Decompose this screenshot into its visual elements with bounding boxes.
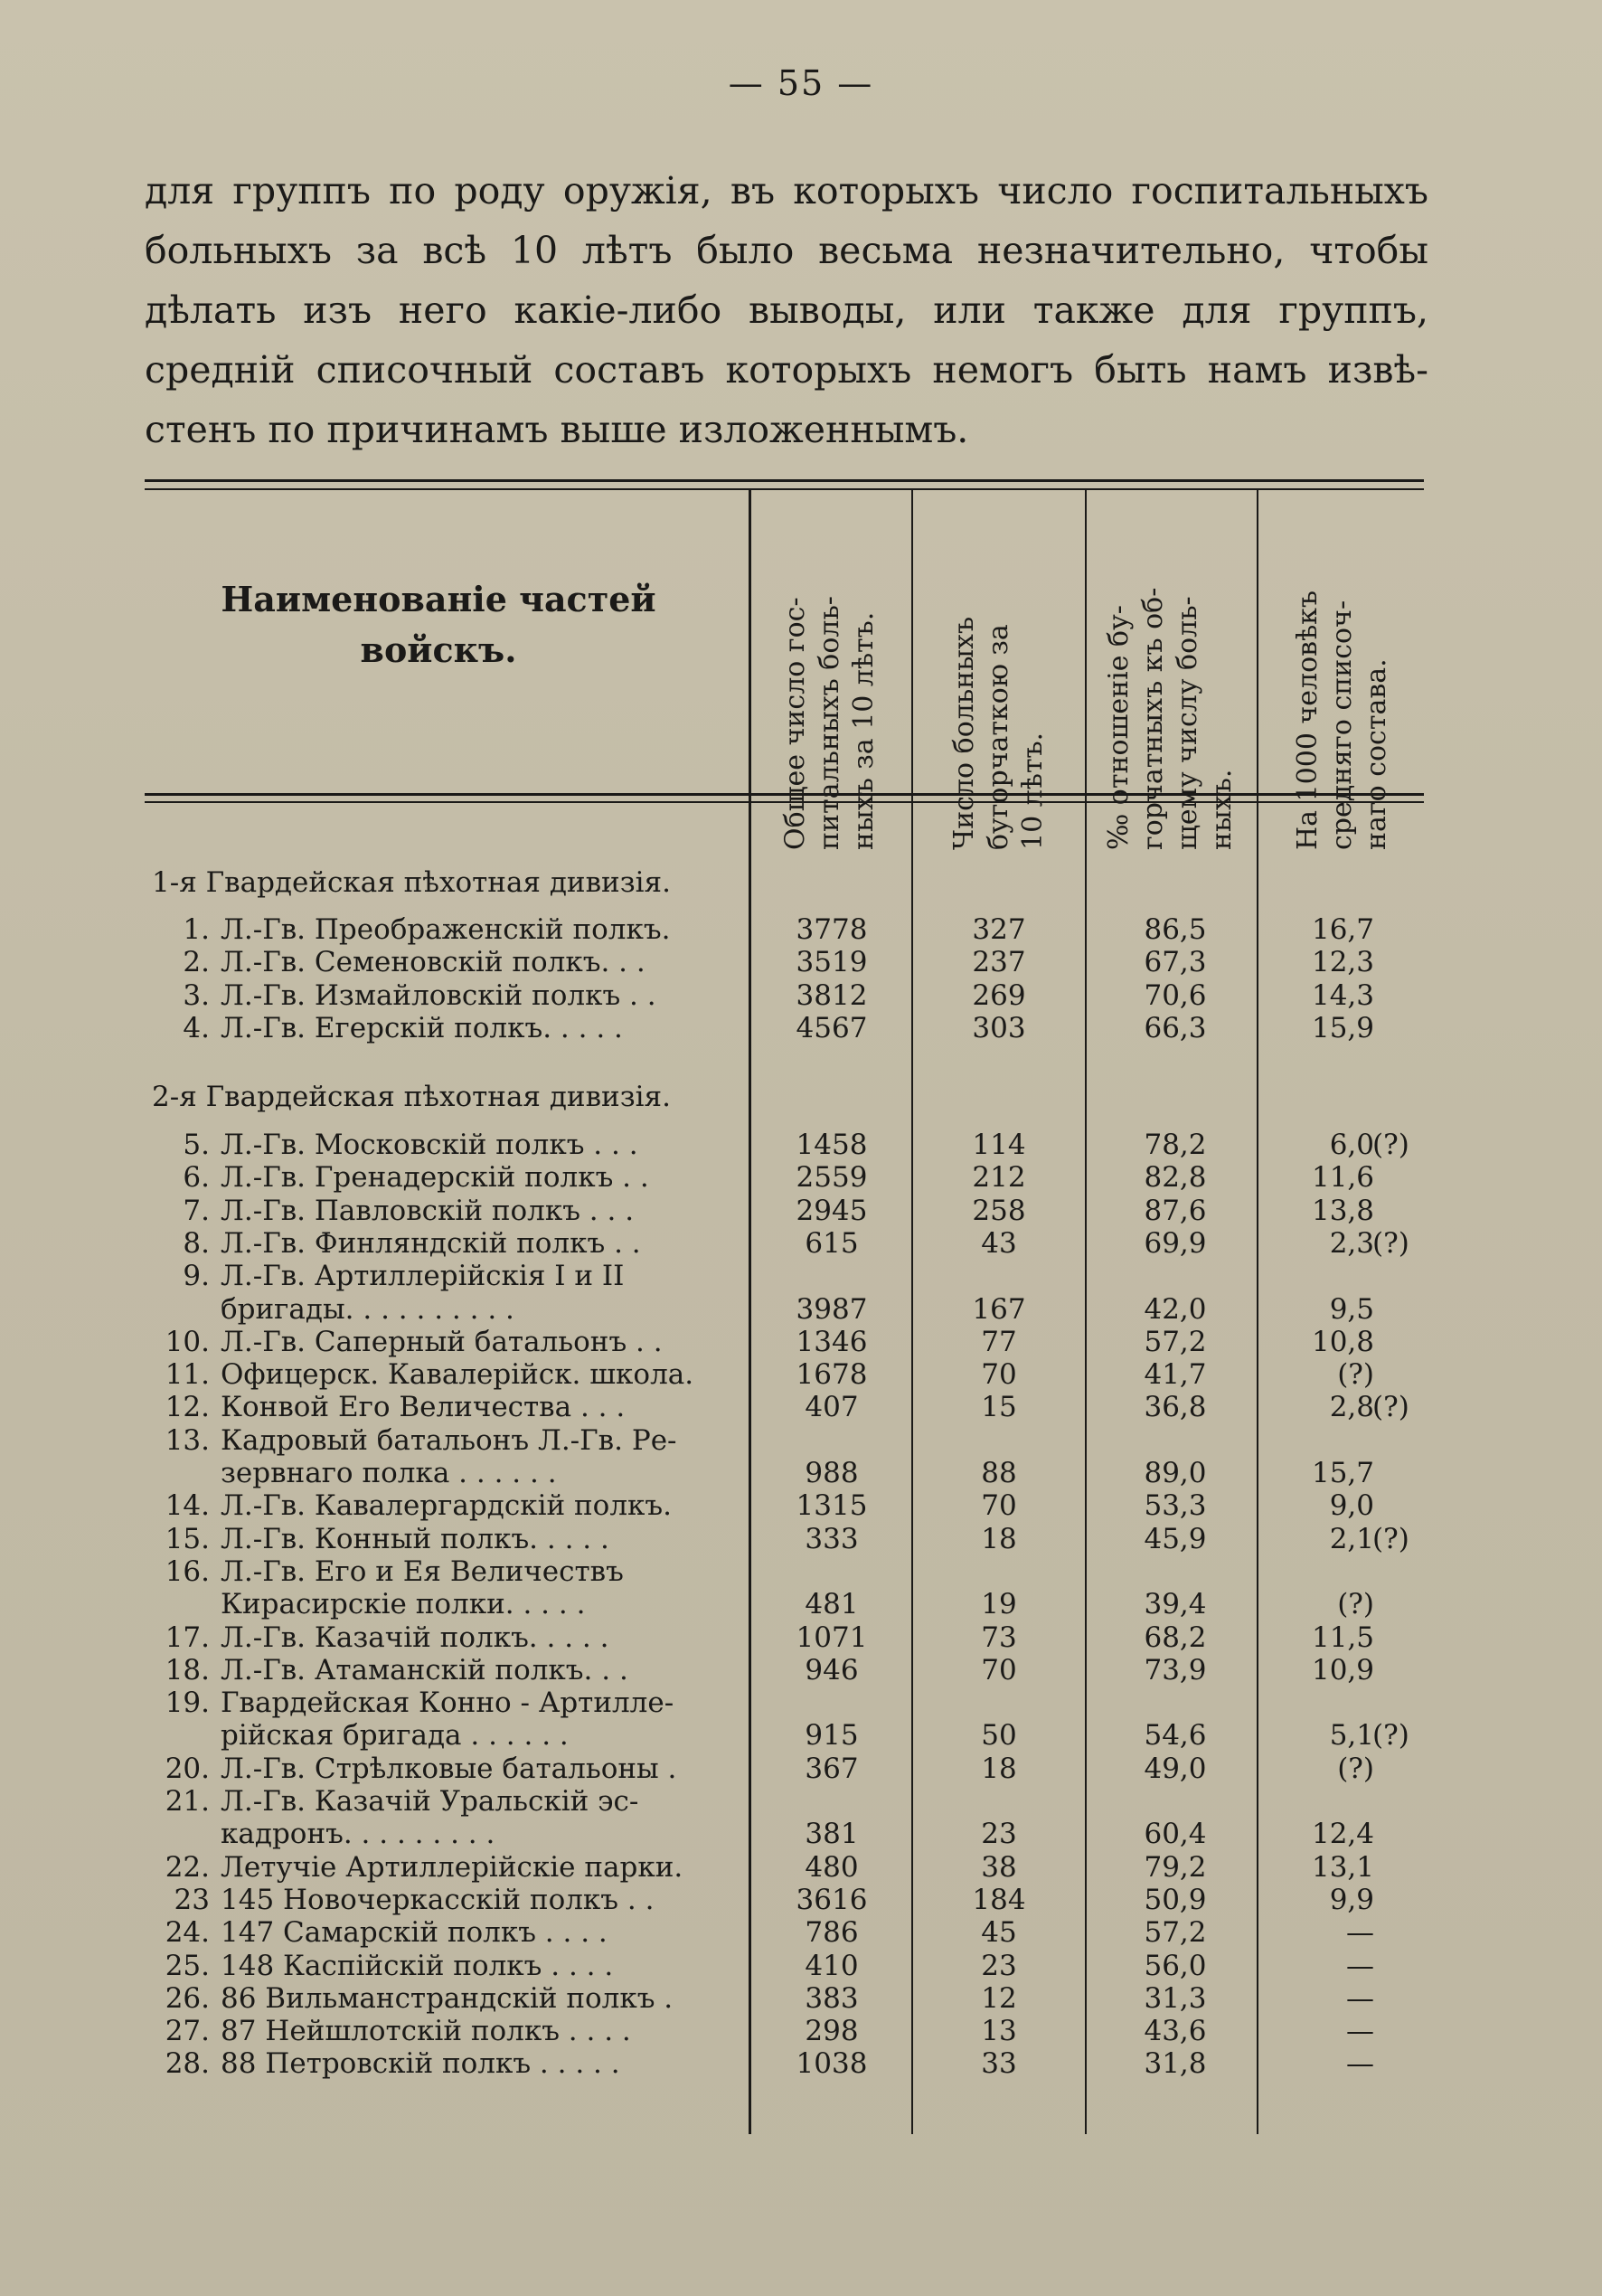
uncertain-mark: (?) <box>1372 1226 1409 1260</box>
per-thousand-cell: — <box>1346 2047 1374 2081</box>
unit-name: 145 Новочеркасскій полкъ . . <box>221 1883 655 1916</box>
tuberculosis-cell: 269 <box>972 978 1026 1012</box>
per-thousand-cell: 16,7 <box>1311 913 1374 946</box>
row-number: 18. <box>165 1653 210 1687</box>
column-divider <box>1085 490 1087 2134</box>
row-number: 5. <box>183 1129 210 1161</box>
permille-cell: 79,2 <box>1144 1850 1207 1884</box>
header-line: горчатныхъ къ об- <box>1137 587 1169 850</box>
per-thousand-cell: 10,9 <box>1311 1653 1374 1687</box>
tuberculosis-cell: 38 <box>981 1850 1017 1884</box>
row-number: 13. <box>165 1423 210 1457</box>
header-total-patients <box>776 443 884 850</box>
unit-name: Офицерск. Кавалерійск. школа. <box>221 1358 694 1392</box>
per-thousand-cell: 12,3 <box>1311 946 1374 979</box>
tuberculosis-cell: 73 <box>981 1620 1017 1654</box>
unit-name: зервнаго полка . . . . . . <box>221 1457 557 1489</box>
unit-name: Л.-Гв. Его и Ея Величествъ <box>221 1554 624 1588</box>
tuberculosis-cell: 23 <box>981 1949 1017 1982</box>
permille-cell: 86,5 <box>1144 913 1207 946</box>
tuberculosis-cell: 70 <box>981 1653 1017 1687</box>
total-patients-cell: 946 <box>805 1653 859 1687</box>
permille-cell: 39,4 <box>1144 1588 1207 1621</box>
unit-name: Л.-Гв. Саперный батальонъ . . <box>221 1325 663 1358</box>
total-patients-cell: 1071 <box>796 1620 868 1654</box>
row-number: 4. <box>183 1011 210 1044</box>
per-thousand-cell: 9,5 <box>1329 1292 1374 1326</box>
tuberculosis-cell: 12 <box>981 1981 1017 2015</box>
uncertain-mark: (?) <box>1372 1522 1409 1555</box>
row-number: 28. <box>165 2047 210 2081</box>
total-patients-cell: 2559 <box>796 1161 868 1195</box>
total-patients-cell: 3812 <box>796 978 868 1012</box>
header-line: ‰ отношеніе бу- <box>1103 605 1135 850</box>
row-name-continuation <box>145 1293 723 1326</box>
permille-cell: 78,2 <box>1144 1129 1207 1161</box>
tuberculosis-cell: 327 <box>972 913 1026 946</box>
uncertain-mark: (?) <box>1372 1391 1409 1424</box>
header-line: ныхъ. <box>1206 769 1238 850</box>
row-number: 2. <box>183 946 210 979</box>
per-thousand-cell: 15,9 <box>1311 1011 1374 1044</box>
tuberculosis-cell: 88 <box>981 1457 1017 1489</box>
tuberculosis-cell: 303 <box>972 1011 1026 1044</box>
header-tuberculosis-patients <box>945 443 1053 850</box>
tuberculosis-cell: 70 <box>981 1489 1017 1523</box>
tuberculosis-cell: 33 <box>981 2047 1017 2081</box>
tuberculosis-cell: 19 <box>981 1588 1017 1621</box>
total-patients-cell: 298 <box>805 2015 859 2048</box>
unit-name: Л.-Гв. Конный полкъ. . . . . <box>221 1522 609 1555</box>
unit-name: Конвой Его Величества . . . <box>221 1391 626 1424</box>
row-name <box>145 1326 723 1358</box>
per-thousand-cell: (?) <box>1337 1358 1374 1392</box>
row-number: 22. <box>165 1850 210 1884</box>
total-patients-cell: 1038 <box>796 2047 868 2081</box>
unit-name: Л.-Гв. Казачій полкъ. . . . . <box>221 1620 609 1654</box>
total-patients-cell: 3778 <box>796 913 868 946</box>
per-thousand-cell: 6,0 <box>1329 1129 1374 1161</box>
unit-name: Л.-Гв. Семеновскій полкъ. . . <box>221 946 646 979</box>
row-name <box>145 1916 723 1949</box>
unit-name: 88 Петровскій полкъ . . . . . <box>221 2047 620 2081</box>
row-name-continuation <box>145 1457 723 1489</box>
per-thousand-cell: 2,3 <box>1329 1226 1374 1260</box>
unit-name: 87 Нейшлотскій полкъ . . . . <box>221 2015 631 2048</box>
row-number: 16. <box>165 1554 210 1588</box>
per-thousand-cell: — <box>1346 1949 1374 1982</box>
total-patients-cell: 3616 <box>796 1883 868 1916</box>
row-name <box>145 1982 723 2015</box>
per-thousand-cell: — <box>1346 1916 1374 1950</box>
unit-name: Л.-Гв. Атаманскій полкъ. . . <box>221 1653 628 1687</box>
per-thousand-cell: 14,3 <box>1311 978 1374 1012</box>
permille-cell: 66,3 <box>1144 1011 1207 1044</box>
row-name <box>145 1884 723 1916</box>
total-patients-cell: 615 <box>805 1226 859 1260</box>
per-thousand-cell: 2,1 <box>1329 1522 1374 1555</box>
permille-cell: 87,6 <box>1144 1194 1207 1227</box>
row-name-continuation <box>145 1588 723 1620</box>
total-patients-cell: 1458 <box>796 1129 868 1161</box>
row-name <box>145 1227 723 1260</box>
total-patients-cell: 383 <box>805 1981 859 2015</box>
tuberculosis-cell: 114 <box>972 1129 1026 1161</box>
total-patients-cell: 1678 <box>796 1358 868 1392</box>
unit-name: Гвардейская Конно - Артилле- <box>221 1687 674 1720</box>
header-line: На 1000 человѣкъ <box>1292 591 1324 850</box>
permille-cell: 31,3 <box>1144 1981 1207 2015</box>
row-name <box>145 1523 723 1555</box>
intro-line: больныхъ за всѣ 10 лѣтъ было весьма незначительно, чтобы <box>145 229 1428 272</box>
tuberculosis-cell: 18 <box>981 1752 1017 1785</box>
row-name <box>145 1555 723 1588</box>
row-name <box>145 1621 723 1654</box>
permille-cell: 68,2 <box>1144 1620 1207 1654</box>
unit-name: Л.-Гв. Кавалергардскій полкъ. <box>221 1489 672 1523</box>
tuberculosis-cell: 70 <box>981 1358 1017 1392</box>
row-name <box>145 1687 723 1719</box>
row-name <box>145 1753 723 1785</box>
row-name <box>145 1851 723 1884</box>
per-thousand-cell: 12,4 <box>1311 1818 1374 1851</box>
permille-cell: 45,9 <box>1144 1522 1207 1555</box>
permille-cell: 70,6 <box>1144 978 1207 1012</box>
row-name <box>145 979 723 1012</box>
header-line: бугорчаткою за <box>983 624 1014 850</box>
permille-cell: 36,8 <box>1144 1391 1207 1424</box>
per-thousand-cell: 9,9 <box>1329 1883 1374 1916</box>
unit-name: Л.-Гв. Гренадерскій полкъ . . <box>221 1161 649 1195</box>
group-title: 2-я Гвардейская пѣхотная дивизія. <box>152 1081 671 1113</box>
total-patients-cell: 1346 <box>796 1325 868 1358</box>
permille-cell: 42,0 <box>1144 1292 1207 1326</box>
unit-name: Кирасирскіе полки. . . . . <box>221 1588 586 1621</box>
row-number: 10. <box>165 1325 210 1358</box>
per-thousand-cell: 2,8 <box>1329 1391 1374 1424</box>
column-divider <box>1257 490 1258 2134</box>
permille-cell: 57,2 <box>1144 1325 1207 1358</box>
unit-name: 147 Самарскій полкъ . . . . <box>221 1916 608 1950</box>
header-per-thousand <box>1288 443 1397 850</box>
unit-name: бригады. . . . . . . . . . <box>221 1292 514 1326</box>
row-name <box>145 1785 723 1818</box>
unit-name: Л.-Гв. Артиллерійскія I и II <box>221 1260 625 1293</box>
total-patients-cell: 786 <box>805 1916 859 1950</box>
tuberculosis-cell: 13 <box>981 2015 1017 2048</box>
row-number: 27. <box>165 2015 210 2048</box>
per-thousand-cell: — <box>1346 1981 1374 2015</box>
header-line: ныхъ за 10 лѣтъ. <box>848 611 880 850</box>
header-line: Общее число гос- <box>779 597 811 850</box>
row-number: 14. <box>165 1489 210 1523</box>
per-thousand-cell: 13,8 <box>1311 1194 1374 1227</box>
permille-cell: 60,4 <box>1144 1818 1207 1851</box>
tuberculosis-cell: 77 <box>981 1325 1017 1358</box>
row-name <box>145 1424 723 1457</box>
row-name <box>145 1950 723 1982</box>
permille-cell: 67,3 <box>1144 946 1207 979</box>
unit-name: Л.-Гв. Павловскій полкъ . . . <box>221 1194 635 1227</box>
row-number: 6. <box>183 1161 210 1195</box>
row-number: 25. <box>165 1949 210 1982</box>
header-name <box>145 574 732 676</box>
unit-name: Летучіе Артиллерійскіе парки. <box>221 1850 683 1884</box>
per-thousand-cell: 9,0 <box>1329 1489 1374 1523</box>
permille-cell: 89,0 <box>1144 1457 1207 1489</box>
total-patients-cell: 2945 <box>796 1194 868 1227</box>
per-thousand-cell: — <box>1346 2015 1374 2048</box>
row-name <box>145 1391 723 1423</box>
row-number: 12. <box>165 1391 210 1424</box>
intro-paragraph <box>145 161 1428 459</box>
unit-name: Л.-Гв. Стрѣлковые батальоны . <box>221 1752 677 1785</box>
per-thousand-cell: 11,5 <box>1311 1620 1374 1654</box>
total-patients-cell: 4567 <box>796 1011 868 1044</box>
row-number: 11. <box>165 1358 210 1392</box>
uncertain-mark: (?) <box>1372 1719 1409 1753</box>
permille-cell: 73,9 <box>1144 1653 1207 1687</box>
unit-name: кадронъ. . . . . . . . . <box>221 1818 495 1851</box>
row-number: 1. <box>183 913 210 946</box>
per-thousand-cell: (?) <box>1337 1752 1374 1785</box>
header-line: Число больныхъ <box>948 616 980 850</box>
permille-cell: 49,0 <box>1144 1752 1207 1785</box>
row-name <box>145 946 723 978</box>
unit-name: Л.-Гв. Московскій полкъ . . . <box>221 1129 638 1161</box>
permille-cell: 69,9 <box>1144 1226 1207 1260</box>
row-number: 20. <box>165 1752 210 1785</box>
header-name-line: Наименованіе частей <box>221 579 656 619</box>
tuberculosis-cell: 50 <box>981 1719 1017 1753</box>
row-name-continuation <box>145 1719 723 1752</box>
tuberculosis-cell: 184 <box>972 1883 1026 1916</box>
row-number: 3. <box>183 978 210 1012</box>
permille-cell: 50,9 <box>1144 1883 1207 1916</box>
total-patients-cell: 333 <box>805 1522 859 1555</box>
tuberculosis-cell: 43 <box>981 1226 1017 1260</box>
row-number: 8. <box>183 1226 210 1260</box>
row-number: 21. <box>165 1785 210 1818</box>
header-name-line: войскъ. <box>360 629 517 670</box>
permille-cell: 53,3 <box>1144 1489 1207 1523</box>
intro-line: средній списочный составъ которыхъ немогъ быть намъ извѣ- <box>145 348 1428 392</box>
permille-cell: 57,2 <box>1144 1916 1207 1950</box>
row-name <box>145 2015 723 2047</box>
row-name <box>145 2047 723 2080</box>
row-number: 23 <box>174 1883 210 1916</box>
row-name <box>145 1489 723 1522</box>
uncertain-mark: (?) <box>1372 1129 1409 1161</box>
header-line: щему числу боль- <box>1172 596 1203 850</box>
tuberculosis-cell: 23 <box>981 1818 1017 1851</box>
per-thousand-cell: 15,7 <box>1311 1457 1374 1489</box>
header-line: средняго списоч- <box>1326 600 1358 850</box>
unit-name: Кадровый батальонъ Л.-Гв. Ре- <box>221 1423 677 1457</box>
permille-cell: 41,7 <box>1144 1358 1207 1392</box>
total-patients-cell: 915 <box>805 1719 859 1753</box>
unit-name: Л.-Гв. Финляндскій полкъ . . <box>221 1226 641 1260</box>
tuberculosis-cell: 15 <box>981 1391 1017 1424</box>
permille-cell: 31,8 <box>1144 2047 1207 2081</box>
row-number: 15. <box>165 1522 210 1555</box>
unit-name: рійская бригада . . . . . . <box>221 1719 569 1753</box>
page-number: — 55 — <box>728 63 874 103</box>
tuberculosis-cell: 18 <box>981 1522 1017 1555</box>
permille-cell: 82,8 <box>1144 1161 1207 1195</box>
total-patients-cell: 381 <box>805 1818 859 1851</box>
unit-name: Л.-Гв. Егерскій полкъ. . . . . <box>221 1011 623 1044</box>
per-thousand-cell: 10,8 <box>1311 1325 1374 1358</box>
row-name <box>145 1161 723 1194</box>
permille-cell: 56,0 <box>1144 1949 1207 1982</box>
header-line: наго состава. <box>1361 658 1392 850</box>
unit-name: 86 Вильманстрандскій полкъ . <box>221 1981 674 2015</box>
intro-line: дѣлать изъ него какіе-либо выводы, или также для группъ, <box>145 288 1428 332</box>
row-name <box>145 1012 723 1044</box>
unit-name: Л.-Гв. Казачій Уральскій эс- <box>221 1785 639 1818</box>
total-patients-cell: 3519 <box>796 946 868 979</box>
tuberculosis-cell: 45 <box>981 1916 1017 1950</box>
group-title: 1-я Гвардейская пѣхотная дивизія. <box>152 866 671 899</box>
row-name <box>145 1654 723 1687</box>
row-name <box>145 1260 723 1292</box>
total-patients-cell: 410 <box>805 1949 859 1982</box>
total-patients-cell: 367 <box>805 1752 859 1785</box>
unit-name: 148 Каспійскій полкъ . . . . <box>221 1949 614 1982</box>
row-number: 19. <box>165 1687 210 1720</box>
intro-line: для группъ по роду оружія, въ которыхъ число госпитальныхъ <box>145 169 1428 213</box>
row-name <box>145 913 723 946</box>
total-patients-cell: 988 <box>805 1457 859 1489</box>
row-number: 7. <box>183 1194 210 1227</box>
row-number: 24. <box>165 1916 210 1950</box>
row-name <box>145 1358 723 1391</box>
unit-name: Л.-Гв. Преображенскій полкъ. <box>221 913 671 946</box>
row-number: 26. <box>165 1981 210 2015</box>
tuberculosis-cell: 258 <box>972 1194 1026 1227</box>
tuberculosis-cell: 167 <box>972 1292 1026 1326</box>
tuberculosis-cell: 212 <box>972 1161 1026 1195</box>
permille-cell: 43,6 <box>1144 2015 1207 2048</box>
per-thousand-cell: (?) <box>1337 1588 1374 1621</box>
total-patients-cell: 3987 <box>796 1292 868 1326</box>
header-line: питальныхъ боль- <box>814 596 845 850</box>
per-thousand-cell: 13,1 <box>1311 1850 1374 1884</box>
permille-cell: 54,6 <box>1144 1719 1207 1753</box>
unit-name: Л.-Гв. Измайловскій полкъ . . <box>221 978 656 1012</box>
column-divider <box>749 490 751 2134</box>
row-name <box>145 1129 723 1161</box>
total-patients-cell: 407 <box>805 1391 859 1424</box>
header-line: 10 лѣтъ. <box>1017 732 1049 850</box>
per-thousand-cell: 5,1 <box>1329 1719 1374 1753</box>
per-thousand-cell: 11,6 <box>1311 1161 1374 1195</box>
total-patients-cell: 480 <box>805 1850 859 1884</box>
row-number: 9. <box>183 1260 210 1293</box>
total-patients-cell: 1315 <box>796 1489 868 1523</box>
row-name-continuation <box>145 1818 723 1850</box>
total-patients-cell: 481 <box>805 1588 859 1621</box>
header-permille-ratio <box>1103 443 1238 850</box>
tuberculosis-cell: 237 <box>972 946 1026 979</box>
intro-line: стенъ по причинамъ выше изложеннымъ. <box>145 408 969 451</box>
row-number: 17. <box>165 1620 210 1654</box>
row-name <box>145 1195 723 1227</box>
